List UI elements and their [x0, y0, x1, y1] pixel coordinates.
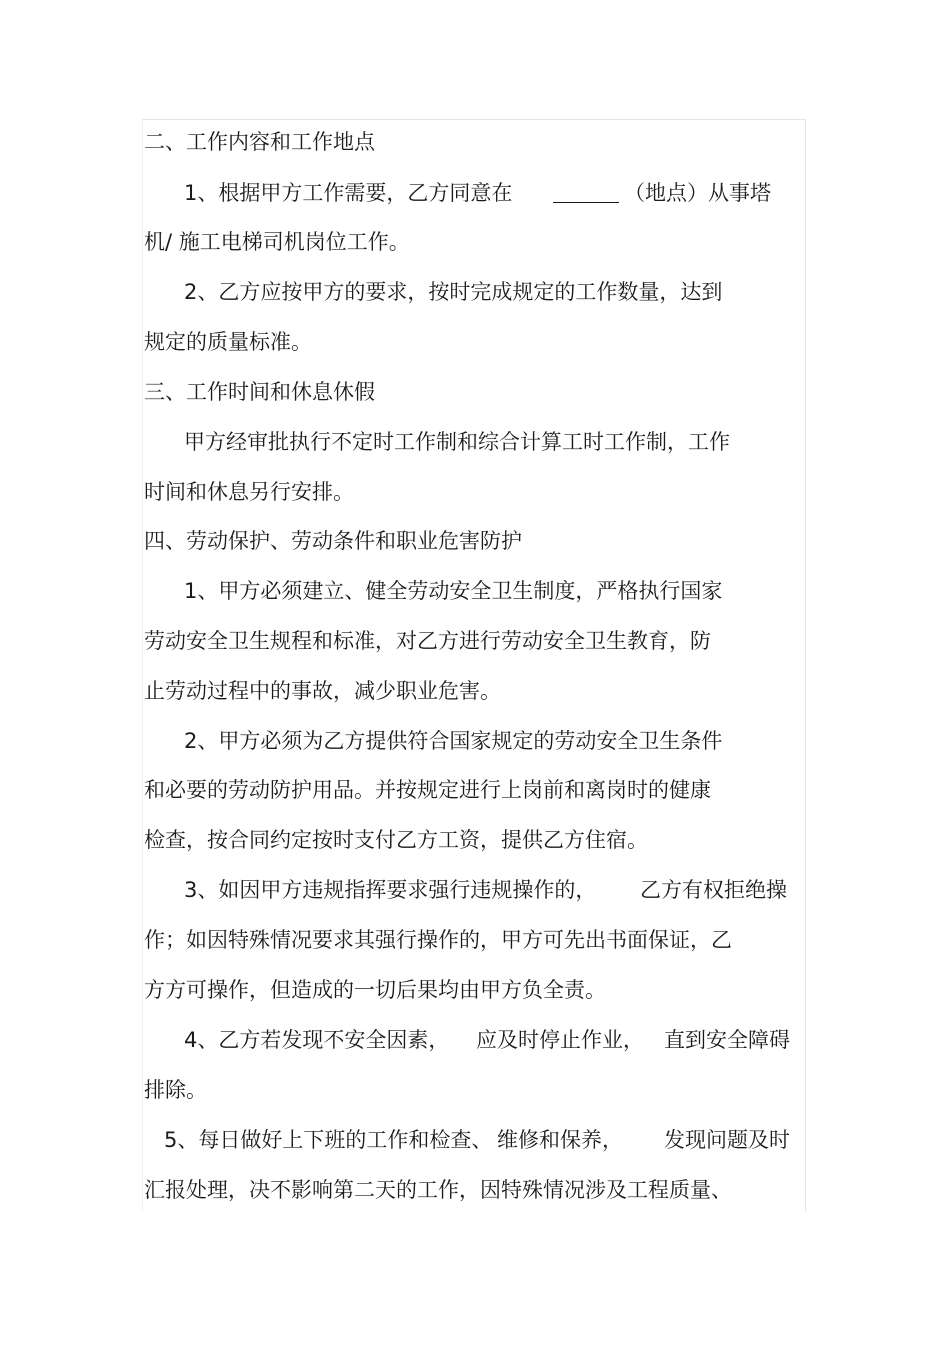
paragraph-line: 5、每日做好上下班的工作和检查、 — [164, 1128, 493, 1152]
paragraph-line: 劳动安全卫生规程和标准，对乙方进行劳动安全卫生教育，防 — [144, 629, 711, 653]
location-blank — [553, 184, 619, 203]
paragraph-line: 乙方有权拒绝操 — [640, 878, 787, 902]
section-heading-4: 四、劳动保护、劳动条件和职业危害防护 — [144, 529, 522, 553]
section-heading-2: 二、工作内容和工作地点 — [144, 130, 375, 154]
paragraph-line: 直到安全障碍 — [664, 1028, 790, 1052]
paragraph-line: 3、如因甲方违规指挥要求强行违规操作的， — [184, 878, 597, 902]
paragraph-line: 2、甲方必须为乙方提供符合国家规定的劳动安全卫生条件 — [184, 729, 723, 753]
paragraph-line: 1、甲方必须建立、健全劳动安全卫生制度，严格执行国家 — [184, 579, 723, 603]
paragraph-line: 作；如因特殊情况要求其强行操作的，甲方可先出书面保证，乙 — [144, 928, 732, 952]
paragraph-line: （地点）从事塔 — [624, 181, 771, 205]
paragraph-line: 发现问题及时 — [664, 1128, 790, 1152]
paragraph-line: 方方可操作，但造成的一切后果均由甲方负全责。 — [144, 978, 606, 1002]
paragraph-line: 和必要的劳动防护用品。并按规定进行上岗前和离岗时的健康 — [144, 778, 711, 802]
paragraph-line: 机/ 施工电梯司机岗位工作。 — [144, 230, 410, 254]
paragraph-line: 1、根据甲方工作需要，乙方同意在 — [184, 181, 513, 205]
paragraph-line: 维修和保养， — [497, 1128, 623, 1152]
paragraph-line: 甲方经审批执行不定时工作制和综合计算工时工作制，工作 — [184, 430, 730, 454]
paragraph-line: 时间和休息另行安排。 — [144, 480, 354, 504]
paragraph-line: 4、乙方若发现不安全因素， — [184, 1028, 450, 1052]
paragraph-line: 规定的质量标准。 — [144, 330, 312, 354]
section-heading-3: 三、工作时间和休息休假 — [144, 380, 375, 404]
paragraph-line: 2、乙方应按甲方的要求，按时完成规定的工作数量，达到 — [184, 280, 723, 304]
paragraph-line: 汇报处理，决不影响第二天的工作，因特殊情况涉及工程质量、 — [144, 1178, 732, 1202]
paragraph-line: 应及时停止作业， — [476, 1028, 644, 1052]
paragraph-line: 排除。 — [144, 1078, 207, 1102]
paragraph-line: 检查，按合同约定按时支付乙方工资，提供乙方住宿。 — [144, 828, 648, 852]
paragraph-line: 止劳动过程中的事故，减少职业危害。 — [144, 679, 501, 703]
